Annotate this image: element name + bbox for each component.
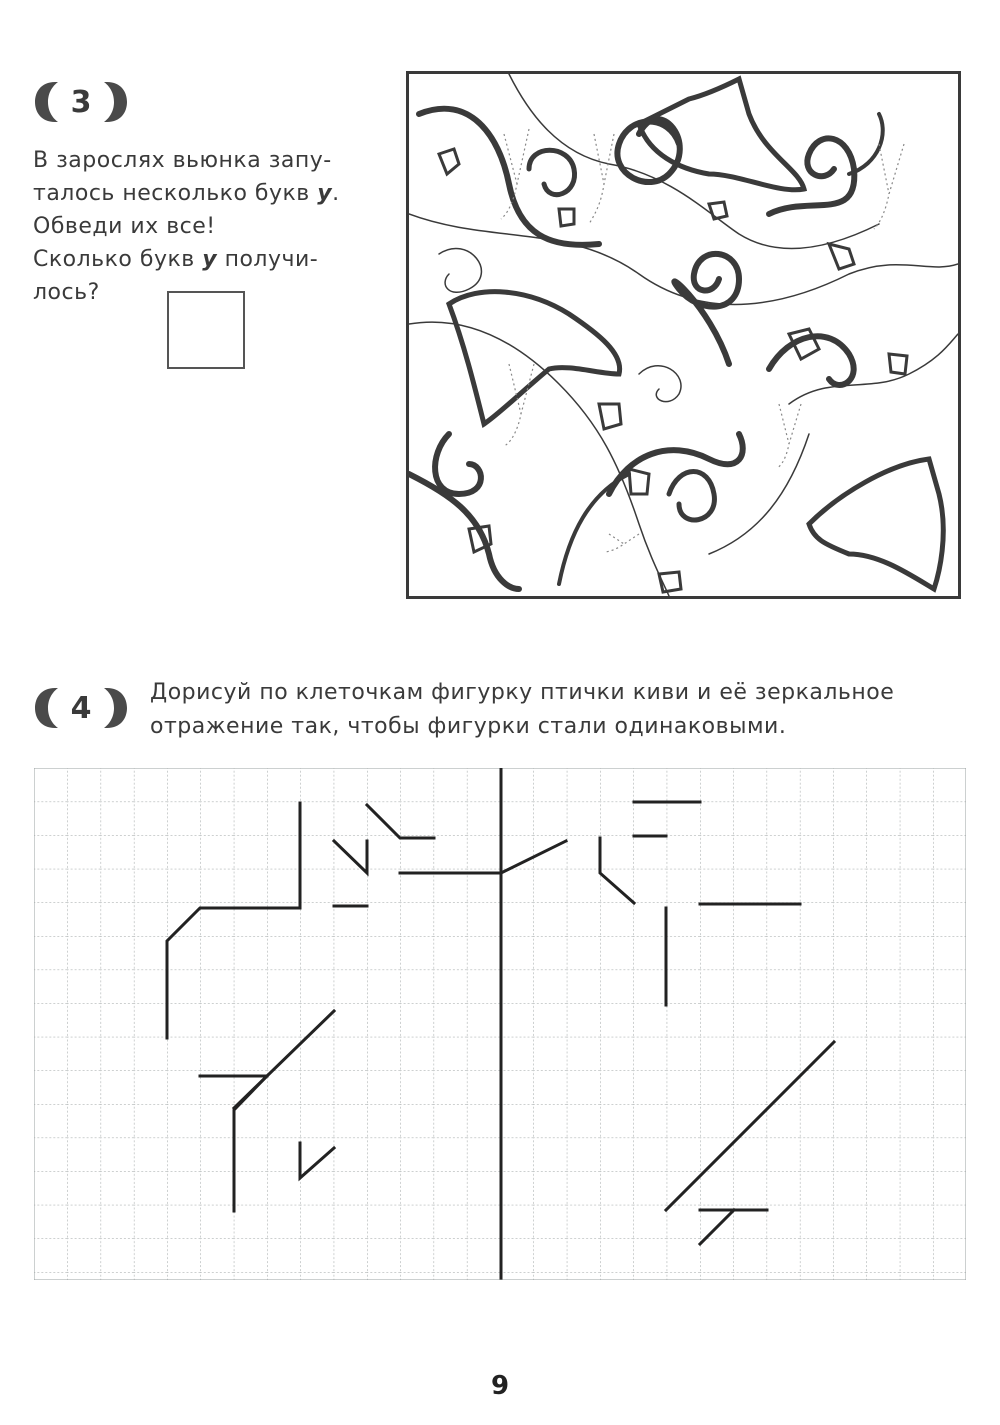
instruction-line: Дорисуй по клеточкам фигурку птички киви и её зеркальное: [150, 680, 895, 705]
letter-u: у: [317, 181, 333, 206]
task-3-instructions: [33, 144, 358, 309]
instruction-line: лось?: [33, 280, 100, 305]
drawing-grid[interactable]: [34, 768, 966, 1280]
instruction-line: талось несколько букв у.: [33, 181, 340, 206]
instruction-line: Обведи их все!: [33, 214, 216, 239]
task-4-instructions: [150, 676, 958, 744]
instruction-line: В зарослях вьюнка запу-: [33, 148, 332, 173]
task-4-badge: [33, 686, 129, 730]
task-number: 4: [70, 690, 92, 726]
answer-box[interactable]: [167, 291, 245, 369]
grid-svg: [34, 768, 966, 1280]
vine-drawing: [409, 74, 958, 596]
instruction-line: Сколько букв у получи-: [33, 247, 319, 272]
page-number: 9: [490, 1371, 510, 1401]
letter-u: у: [202, 247, 218, 272]
vine-illustration: [406, 71, 961, 599]
task-number: 3: [70, 84, 92, 120]
task-3-badge: [33, 80, 129, 124]
instruction-line: отражение так, чтобы фигурки стали одинаковыми.: [150, 714, 787, 739]
